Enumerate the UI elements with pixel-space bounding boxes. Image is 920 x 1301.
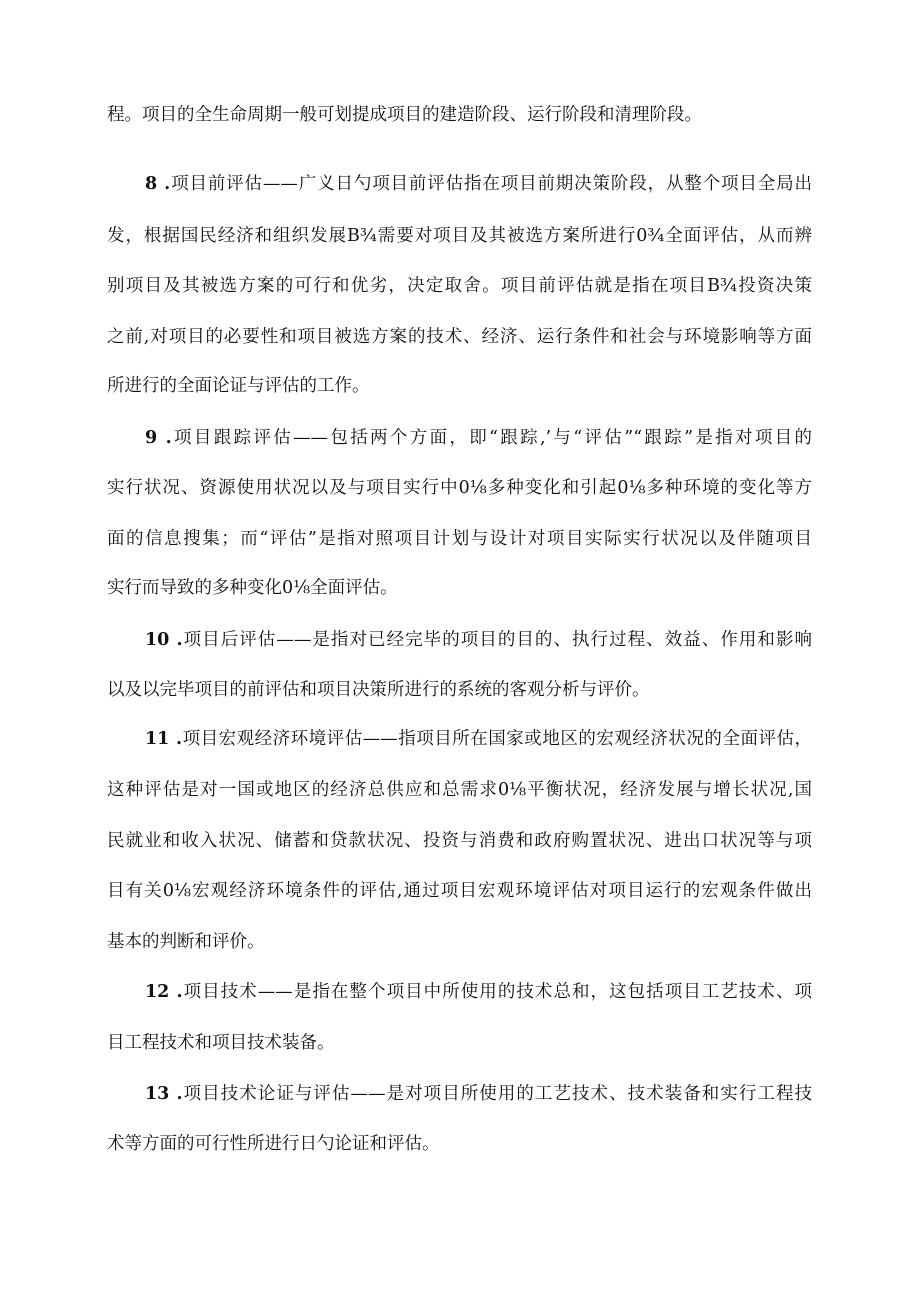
paragraph-line: 别项目及其被选方案的可行和优劣，决定取舍。项目前评估就是指在项目B¾投资决策: [107, 276, 812, 296]
paragraph-line: 基本的判断和评价。: [107, 932, 265, 952]
item-separator: .: [169, 1084, 183, 1104]
item-10-first-line: [107, 628, 812, 652]
paragraph-line: 所进行的全面论证与评估的工作。: [107, 376, 370, 396]
item-separator: .: [169, 630, 183, 650]
item-11-first-line: [107, 727, 812, 751]
item-number: 13: [145, 1084, 170, 1104]
item-12-first-line: [107, 980, 812, 1004]
item-separator: .: [169, 982, 183, 1002]
item-number: 12: [145, 982, 170, 1002]
paragraph-line: 之前,对项目的必要性和项目被选方案的技术、经济、运行条件和社会与环境影响等方面: [107, 327, 812, 347]
paragraph-line: 目有关0⅛宏观经济环境条件的评估,通过项目宏观环境评估对项目运行的宏观条件做出: [107, 881, 812, 901]
item-text: 项目宏观经济环境评估——指项目所在国家或地区的宏观经济状况的全面评估，: [182, 729, 813, 749]
paragraph-line: 程。项目的全生命周期一般可划提成项目的建造阶段、运行阶段和清理阶段。: [107, 105, 702, 125]
item-number: 11: [145, 729, 170, 749]
paragraph-line: 实行状况、资源使用状况以及与项目实行中0⅛多种变化和引起0⅛多种环境的变化等方: [107, 478, 812, 498]
item-number: 8: [145, 174, 158, 194]
item-separator: .: [169, 729, 183, 749]
item-9-first-line: [107, 426, 812, 450]
item-13-first-line: [107, 1082, 812, 1106]
paragraph-line: 实行而导致的多种变化0⅛全面评估。: [107, 578, 398, 598]
item-number: 9: [145, 428, 158, 448]
item-separator: .: [157, 428, 172, 448]
paragraph-line: 以及以完毕项目的前评估和项目决策所进行的系统的客观分析与评价。: [107, 680, 650, 700]
item-text: 项目技术——是指在整个项目中所使用的技术总和，这包括项目工艺技术、项: [182, 982, 813, 1002]
paragraph-line: 面的信息搜集；而“评估”是指对照项目计划与设计对项目实际实行状况以及伴随项目: [107, 529, 812, 549]
item-text: 项目跟踪评估——包括两个方面，即“跟踪,’与“评估”“跟踪”是指对项目的: [171, 428, 813, 448]
item-text: 项目前评估——广义日勺项目前评估指在项目前期决策阶段，从整个项目全局出: [170, 174, 812, 194]
paragraph-line: 目工程技术和项目技术装备。: [107, 1033, 335, 1053]
item-number: 10: [145, 630, 170, 650]
item-8-first-line: [107, 172, 812, 196]
paragraph-line: 术等方面的可行性所进行日勺论证和评估。: [107, 1134, 440, 1154]
paragraph-line: 民就业和收入状况、储蓄和贷款状况、投资与消费和政府购置状况、进出口状况等与项: [107, 831, 812, 851]
paragraph-line: 发，根据国民经济和组织发展B¾需要对项目及其被选方案所进行0¾全面评估，从而辨: [107, 226, 812, 246]
item-separator: .: [157, 174, 171, 194]
paragraph-line: 这种评估是对一国或地区的经济总供应和总需求0⅛平衡状况，经济发展与增长状况,国: [107, 780, 812, 800]
item-text: 项目后评估——是指对已经完毕的项目的目的、执行过程、效益、作用和影响: [182, 630, 813, 650]
item-text: 项目技术论证与评估——是对项目所使用的工艺技术、技术装备和实行工程技: [182, 1084, 813, 1104]
